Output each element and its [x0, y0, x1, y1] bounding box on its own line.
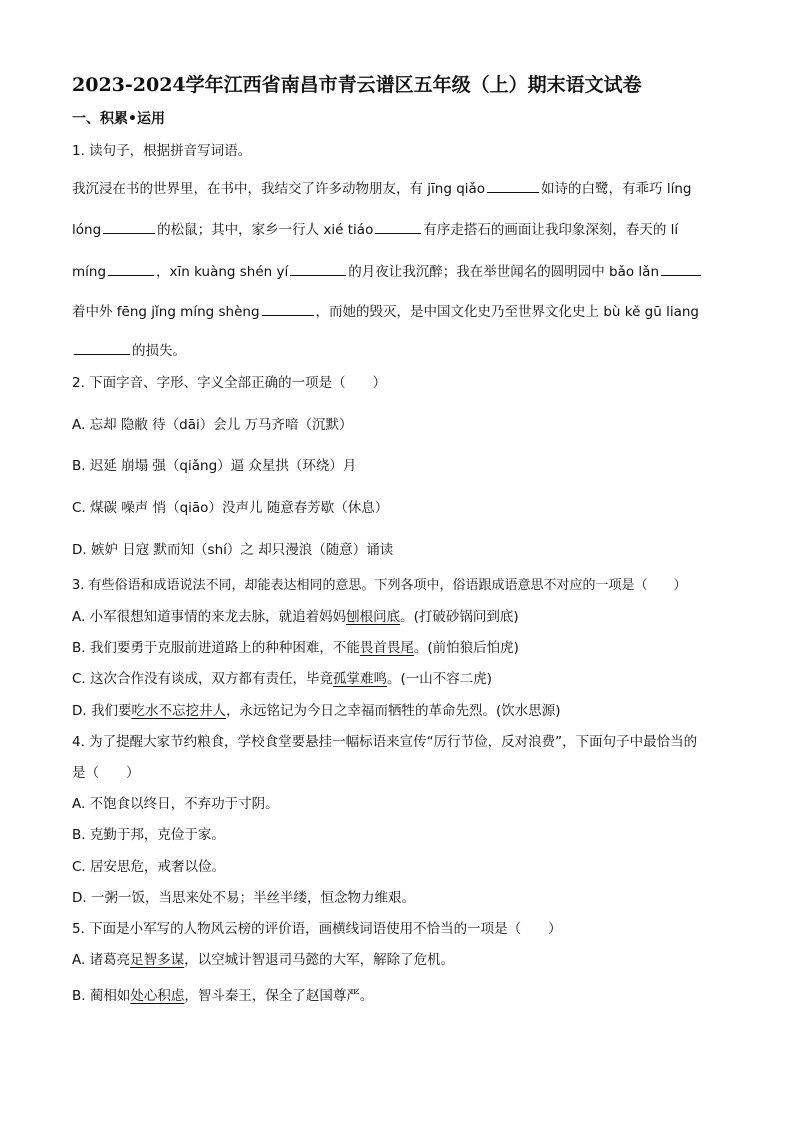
q1-text: lóng	[72, 222, 102, 238]
q1-line-4	[72, 301, 699, 321]
q1-line-1	[72, 178, 691, 198]
q2-stem: 2. 下面字音、字形、字义全部正确的一项是（ ）	[72, 375, 387, 391]
q1-stem: 1. 读句子，根据拼音写词语。	[72, 143, 252, 159]
q3-stem: 3. 有些俗语和成语说法不同，却能表达相同的意思。下列各项中，俗语跟成语意思不对应的一项是（ ）	[72, 578, 687, 593]
q4-stem-line-2: 是（ ）	[72, 765, 140, 781]
option-text: 。(前怕狼后怕虎)	[413, 640, 519, 656]
q4-option-d[interactable]: D. 一粥一饭，当思来处不易；半丝半缕，恒念物力维艰。	[72, 890, 415, 906]
option-text: D. 我们要	[72, 703, 132, 719]
q1-text: 着中外 fēng jǐng míng shèng	[72, 304, 260, 320]
q5-option-a[interactable]	[72, 951, 454, 969]
section-heading: 一、积累•运用	[72, 111, 165, 127]
option-text: B. 蔺相如	[72, 988, 131, 1004]
option-text: B. 我们要勇于克服前进道路上的种种困难，不能	[72, 640, 360, 656]
underlined-phrase: 处心积虑	[130, 988, 185, 1004]
q5-option-b[interactable]	[72, 987, 373, 1005]
q4-option-b[interactable]: B. 克勤于邦，克俭于家。	[72, 827, 225, 843]
q1-text: 的松鼠；其中，家乡一行人 xié tiáo	[157, 222, 374, 238]
q1-text: 有序走搭石的画面让我印象深刻，春天的 lí	[423, 222, 679, 238]
option-text: ，以空城计智退司马懿的大军，解除了危机。	[184, 952, 455, 968]
option-text: ，智斗秦王，保全了赵国尊严。	[184, 988, 374, 1004]
q1-text: 我沉浸在书的世界里，在书中，我结交了许多动物朋友，有 jīng qiǎo	[72, 181, 486, 197]
page-title: 2023-2024学年江西省南昌市青云谱区五年级（上）期末语文试卷	[72, 74, 642, 96]
underlined-phrase: 孤掌难鸣	[333, 671, 388, 687]
q3-option-d[interactable]	[72, 702, 561, 720]
underlined-phrase: 吃水不忘挖井人	[131, 703, 226, 719]
underlined-phrase: 刨根问底	[346, 609, 401, 625]
q1-line-3	[72, 261, 703, 281]
q1-text: 的损失。	[132, 343, 186, 359]
q2-option-b[interactable]: B. 迟延 崩塌 强（qiǎng）逼 众星拱（环绕）月	[72, 458, 357, 474]
underlined-phrase: 畏首畏尾	[359, 640, 414, 656]
answer-blank[interactable]	[290, 261, 346, 276]
q3-option-b[interactable]	[72, 639, 519, 657]
answer-blank[interactable]	[108, 261, 154, 276]
option-text: A. 小军很想知道事情的来龙去脉，就追着妈妈	[72, 609, 347, 625]
answer-blank[interactable]	[375, 219, 421, 234]
q4-stem-line-1: 4. 为了提醒大家节约粮食，学校食堂要悬挂一幅标语来宣传“厉行节俭，反对浪费”，下面句子中最恰当的	[72, 734, 698, 750]
underlined-phrase: 足智多谋	[130, 952, 185, 968]
q1-text: ，而她的毁灭，是中国文化史乃至世界文化史上 bù kě gū liang	[315, 304, 699, 320]
answer-blank[interactable]	[103, 219, 155, 234]
q5-stem: 5. 下面是小军写的人物风云榜的评价语，画横线词语使用不恰当的一项是（ ）	[72, 921, 562, 937]
answer-blank[interactable]	[487, 178, 539, 193]
q2-option-d[interactable]: D. 嫉妒 日寇 默而知（shí）之 却只漫浪（随意）诵读	[72, 542, 394, 558]
answer-blank[interactable]	[262, 301, 314, 316]
q3-option-c[interactable]	[72, 670, 492, 688]
q3-option-a[interactable]	[72, 608, 519, 626]
q1-line-5	[72, 340, 186, 360]
q1-text: míng	[72, 264, 107, 280]
q2-option-a[interactable]: A. 忘却 隐敝 待（dāi）会儿 万马齐喑（沉默）	[72, 417, 353, 433]
answer-blank[interactable]	[661, 261, 701, 276]
q1-line-2	[72, 219, 678, 239]
q1-text: 如诗的白鹭，有乖巧 líng	[541, 181, 692, 197]
q1-text: ，xīn kuàng shén yí	[156, 264, 289, 280]
answer-blank[interactable]	[74, 340, 130, 355]
option-text: C. 这次合作没有谈成，双方都有责任，毕竟	[72, 671, 334, 687]
q1-text: 的月夜让我沉醉；我在举世闻名的圆明园中 bǎo lǎn	[348, 264, 660, 280]
option-text: ，永远铭记为今日之幸福而牺牲的革命先烈。(饮水思源)	[225, 703, 561, 719]
option-text: 。(打破砂锅问到底)	[400, 609, 519, 625]
q2-option-c[interactable]: C. 煤碳 噪声 悄（qiāo）没声儿 随意春芳歇（休息）	[72, 500, 389, 516]
option-text: 。(一山不容二虎)	[387, 671, 493, 687]
q4-option-c[interactable]: C. 居安思危，戒奢以俭。	[72, 859, 226, 875]
option-text: A. 诸葛亮	[72, 952, 131, 968]
q4-option-a[interactable]: A. 不饱食以终日，不弃功于寸阴。	[72, 796, 279, 812]
